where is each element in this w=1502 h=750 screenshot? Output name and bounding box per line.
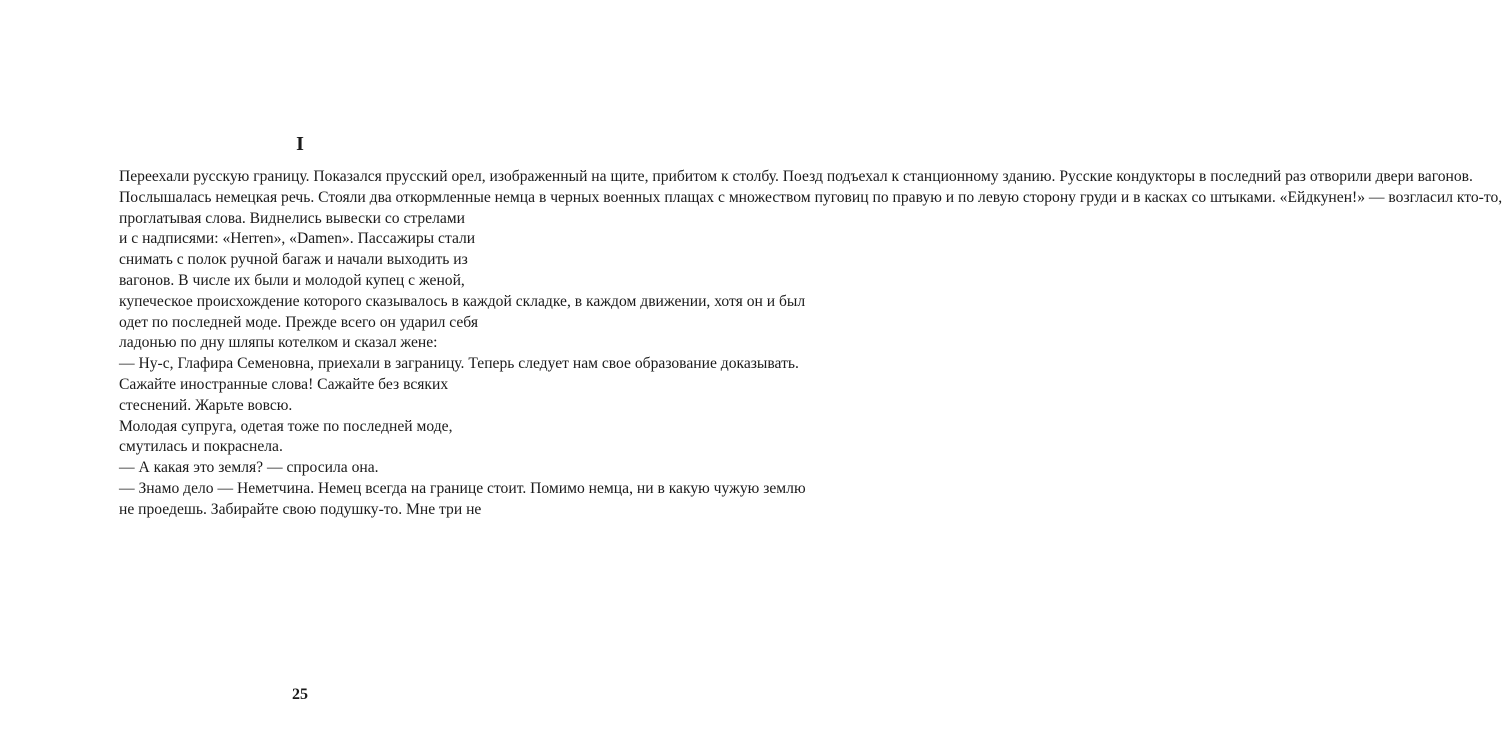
text-line: Переехали русскую границу. Показался прусский орел, изображенный на щите, прибитом к столбу. Поезд подъехал к станционному зданию. Русские кондукторы в последний раз отворили двери вагонов. bbox=[119, 168, 1473, 185]
paragraph bbox=[97, 167, 1502, 500]
chapter-heading: I bbox=[296, 133, 304, 155]
text-line: стеснений. Жарьте вовсю. bbox=[119, 396, 293, 414]
page-number: 25 bbox=[292, 686, 308, 703]
text-line: вагонов. В числе их были и молодой купец с женой, bbox=[119, 271, 465, 289]
text-line: — Знамо дело — Неметчина. Немец всегда на границе стоит. Помимо немца, ни в какую чужую землю bbox=[119, 479, 806, 497]
text-line: не проедешь. Забирайте свою подушку-то. Мне три не bbox=[119, 500, 482, 518]
text-line: смутилась и покраснела. bbox=[119, 438, 283, 456]
paragraph bbox=[97, 500, 501, 521]
text-line: снимать с полок ручной багаж и начали выходить из bbox=[119, 251, 468, 269]
text-line: одет по последней моде. Прежде всего он ударил себя bbox=[119, 313, 479, 331]
body-text bbox=[97, 167, 1502, 521]
text-line: Молодая супруга, одетая тоже по последней моде, bbox=[119, 417, 453, 435]
text-line: Сажайте иностранные слова! Сажайте без всяких bbox=[119, 375, 449, 393]
text-line: — А какая это земля? — спросила она. bbox=[119, 459, 379, 477]
text-line: — Ну-с, Глафира Семеновна, приехали в заграницу. Теперь следует нам свое образование доказывать. bbox=[119, 355, 799, 373]
text-line: ладонью по дну шляпы котелком и сказал жене: bbox=[119, 334, 438, 352]
text-line: купеческое происхождение которого сказывалось в каждой складке, в каждом движении, хотя он и был bbox=[119, 292, 806, 310]
text-line: проглатывая слова. Виднелись вывески со стрелами bbox=[119, 209, 466, 227]
text-line: Послышалась немецкая речь. Стояли два откормленные немца в черных военных плащах с множеством пуговиц по правую и по левую сторону груди и в касках со штыками. «Ейдкунен!» — возгласил кто-то, bbox=[119, 188, 1502, 206]
text-line: и с надписями: «Herren», «Damen». Пассажиры стали bbox=[119, 230, 476, 248]
